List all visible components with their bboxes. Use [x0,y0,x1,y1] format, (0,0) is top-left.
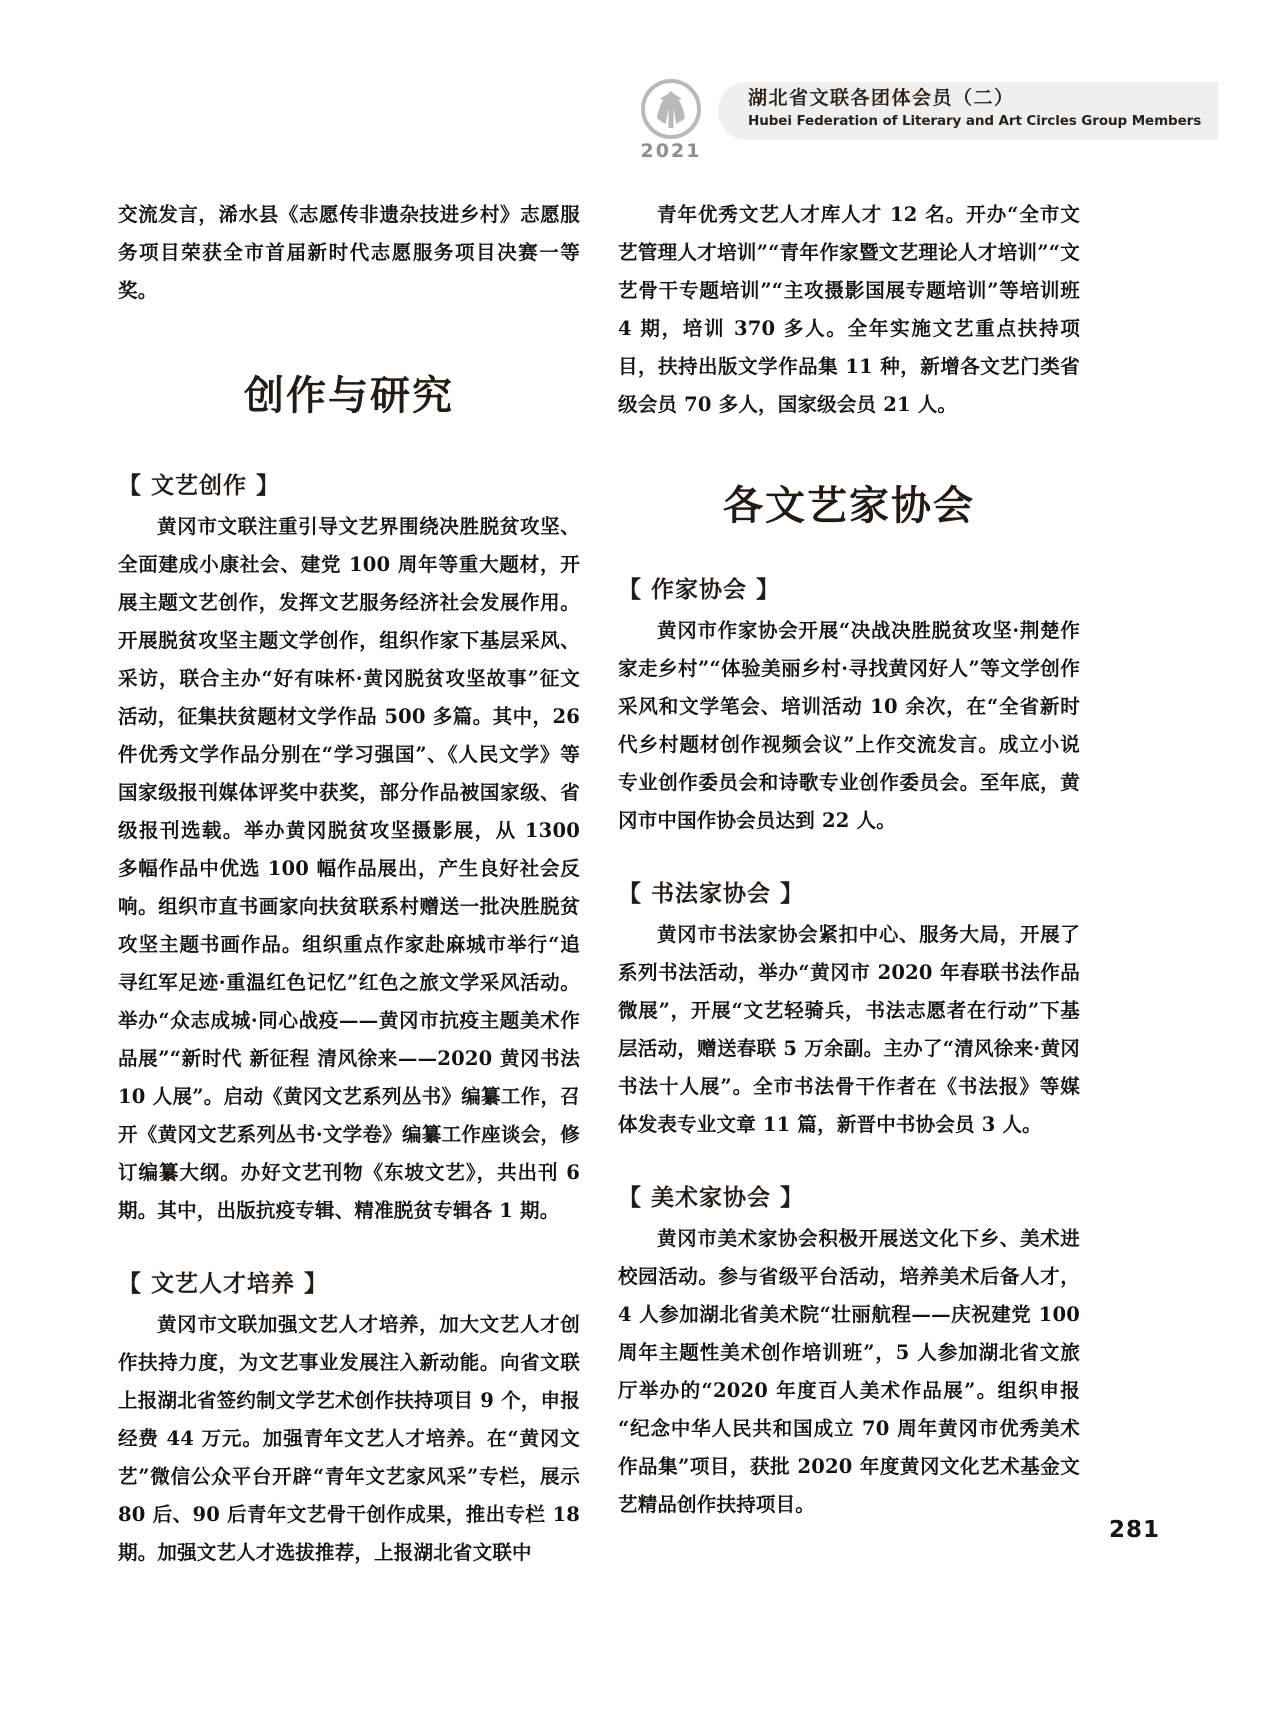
right-section-title-wrap [618,482,1080,530]
left-section-title-wrap [118,372,580,420]
right-continued-paragraph: 青年优秀文艺人才库人才 12 名。开办“全市文艺管理人才培训”“青年作家暨文艺理论人才培训”“文艺骨干专题培训”“主攻摄影国展专题培训”等培训班 4 期，培训 370 多人。全年实施文艺重点扶持项目，扶持出版文学作品集 11 种，新增各文艺门类省级会员 70 多人，国家级会员 21 人。 [618,203,1080,416]
left-continued-paragraph: 交流发言，浠水县《志愿传非遗杂技进乡村》志愿服务项目荣获全市首届新时代志愿服务项目决赛一等奖。 [118,203,580,302]
subsection-paragraph: 黄冈市书法家协会紧扣中心、服务大局，开展了系列书法活动，举办“黄冈市 2020 年春联书法作品微展”，开展“文艺轻骑兵，书法志愿者在行动”下基层活动，赠送春联 5 万余副。主办了“清风徐来·黄冈书法十人展”。全市书法骨干作者在《书法报》等媒体发表专业文章 11 篇，新晋中书协会员 3 人。 [618,923,1080,1136]
header-title-cn: 湖北省文联各团体会员（二） [748,87,1015,109]
header-year: 2021 [640,140,702,162]
subsection-calligraphers-association [618,874,1080,1144]
section-title-creation-research: 创作与研究 [244,373,454,419]
subsection-paragraph: 黄冈市美术家协会积极开展送文化下乡、美术进校园活动。参与省级平台活动，培养美术后备人才，4 人参加湖北省美术院“壮丽航程——庆祝建党 100 周年主题性美术创作培训班”，5 人参加湖北省文旅厅举办的“2020 年度百人美术作品展”。组织申报“纪念中华人民共和国成立 70 周年黄冈市优秀美术作品集”项目，获批 2020 年度黄冈文化艺术基金文艺精品创作扶持项目。 [618,1227,1080,1516]
subsection-heading: 【 作家协会 】 [618,577,781,603]
subsection-literary-creation [118,466,580,1230]
subsection-artists-association [618,1178,1080,1524]
subsection-talent-cultivation [118,1264,580,1572]
subsection-heading: 【 书法家协会 】 [618,881,805,907]
subsection-heading: 【 文艺人才培养 】 [118,1271,329,1297]
left-column [118,196,580,1572]
subsection-heading: 【 文艺创作 】 [118,473,281,499]
subsection-heading: 【 美术家协会 】 [618,1185,805,1211]
running-header [0,70,1276,162]
page-number: 281 [1108,1517,1160,1543]
subsection-paragraph: 黄冈市作家协会开展“决战决胜脱贫攻坚·荆楚作家走乡村”“体验美丽乡村·寻找黄冈好人”等文学创作采风和文学笔会、培训活动 10 余次，在“全省新时代乡村题材创作视频会议”上作交流发言。成立小说专业创作委员会和诗歌专业创作委员会。至年底，黄冈市中国作协会员达到 22 人。 [618,619,1080,832]
right-column [618,196,1080,1524]
subsection-writers-association [618,570,1080,840]
header-logo [628,78,714,164]
subsection-paragraph: 黄冈市文联注重引导文艺界围绕决胜脱贫攻坚、全面建成小康社会、建党 100 周年等重大题材，开展主题文艺创作，发挥文艺服务经济社会发展作用。开展脱贫攻坚主题文学创作，组织作家下基层采风、采访，联合主办“好有味杯·黄冈脱贫攻坚故事”征文活动，征集扶贫题材文学作品 500 多篇。其中，26 件优秀文学作品分别在“学习强国”、《人民文学》等国家级报刊媒体评奖中获奖，部分作品被国家级、省级报刊选载。举办黄冈脱贫攻坚摄影展，从 1300 多幅作品中优选 100 幅作品展出，产生良好社会反响。组织市直书画家向扶贫联系村赠送一批决胜脱贫攻坚主题书画作品。组织重点作家赴麻城市举行“追寻红军足迹·重温红色记忆”红色之旅文学采风活动。举办“众志成城·同心战疫——黄冈市抗疫主题美术作品展”“新时代 新征程 清风徐来——2020 黄冈书法 10 人展”。启动《黄冈文艺系列丛书》编纂工作，召开《黄冈文艺系列丛书·文学卷》编纂工作座谈会，修订编纂大纲。办好文艺刊物《东坡文艺》，共出刊 6 期。其中，出版抗疫专辑、精准脱贫专辑各 1 期。 [118,515,580,1222]
subsection-paragraph: 黄冈市文联加强文艺人才培养，加大文艺人才创作扶持力度，为文艺事业发展注入新动能。向省文联上报湖北省签约制文学艺术创作扶持项目 9 个，申报经费 44 万元。加强青年文艺人才培养。在“黄冈文艺”微信公众平台开辟“青年文艺家风采”专栏，展示 80 后、90 后青年文艺骨干创作成果，推出专栏 18 期。加强文艺人才选拔推荐，上报湖北省文联中 [118,1313,580,1564]
federation-emblem-icon [628,78,714,140]
header-title-en: Hubei Federation of Literary and Art Circles Group Members [748,113,1202,129]
header-text [748,86,1218,131]
section-title-art-associations: 各文艺家协会 [723,483,975,529]
